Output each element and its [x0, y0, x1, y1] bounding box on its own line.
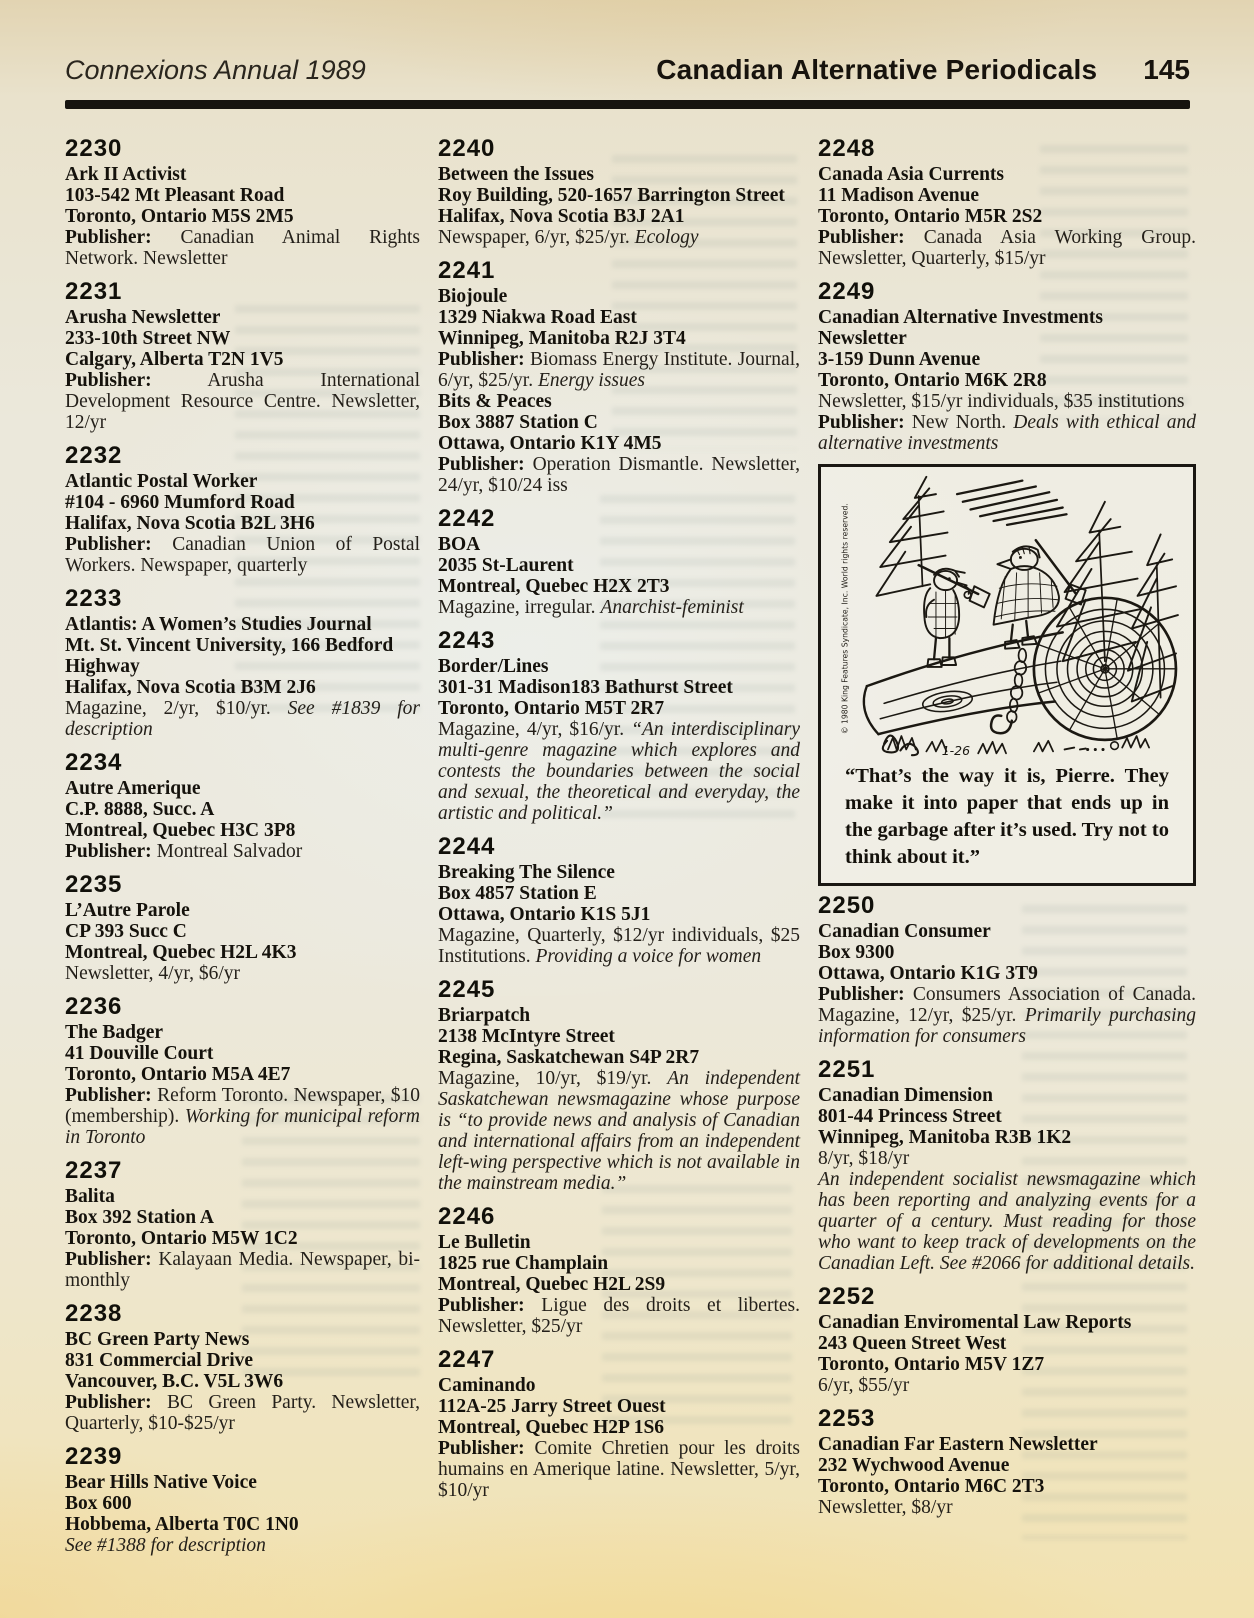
text-segment: Ligue des droits et libertes. Newsletter, $25/yr: [438, 1295, 800, 1337]
entry-heading-line: Balita: [65, 1186, 115, 1207]
entry-heading-line: 103-542 Mt Pleasant Road: [65, 185, 285, 206]
entry-detail: [438, 349, 800, 391]
entry-heading-line: Breaking The Silence: [438, 862, 615, 883]
text-segment: Providing a voice for women: [535, 946, 762, 967]
entry-heading-line: 2138 McIntyre Street: [438, 1026, 615, 1047]
entry-heading-line: Regina, Saskatchewan S4P 2R7: [438, 1047, 700, 1068]
entry-heading-line: Canadian Dimension: [818, 1085, 994, 1106]
entry-2243: [438, 628, 800, 824]
text-segment: Publisher:: [438, 454, 525, 475]
entry-heading-line: 112A-25 Jarry Street Ouest: [438, 1396, 666, 1417]
entry-number: 2234: [65, 749, 123, 776]
text-segment: Magazine, 10/yr, $19/yr.: [438, 1068, 668, 1089]
text-segment: Newsletter, 4/yr, $6/yr: [65, 963, 240, 984]
entry-heading-line: Toronto, Ontario M5S 2M5: [65, 206, 294, 227]
entry-number: 2249: [818, 278, 876, 305]
entry-2232: [65, 443, 420, 576]
text-segment: 6/yr, $55/yr: [818, 1375, 910, 1396]
entry-detail: [65, 1249, 420, 1291]
entry-2246: [438, 1204, 800, 1337]
entry-detail: [818, 1148, 1196, 1169]
entry-heading-line: Vancouver, B.C. V5L 3W6: [65, 1371, 284, 1392]
entry-detail: [818, 1497, 1196, 1518]
cartoon-date: 1-26: [941, 743, 971, 759]
entry-heading-line: 2035 St-Laurent: [438, 555, 574, 576]
entry-heading-line: Between the Issues: [438, 164, 594, 185]
text-segment: Biomass Energy Institute. Journal, 6/yr, $25/yr.: [438, 349, 800, 391]
entry-number: 2248: [818, 135, 876, 162]
entry-heading-line: Ark II Activist: [65, 164, 187, 185]
column-1: [65, 134, 420, 1556]
entry-heading-line: Canadian Consumer: [818, 921, 991, 942]
entry-heading-line: 1825 rue Champlain: [438, 1253, 609, 1274]
entry-detail: [65, 1392, 420, 1434]
entry-number: 2241: [438, 257, 496, 284]
entry-number: 2230: [65, 135, 123, 162]
entry-detail: [438, 227, 800, 248]
entry-detail: [65, 227, 420, 269]
entry-heading-line: Ottawa, Ontario K1Y 4M5: [438, 433, 662, 454]
entry-heading-line: Ottawa, Ontario K1G 3T9: [818, 963, 1038, 984]
entry-number: 2246: [438, 1203, 496, 1230]
entry-heading-line: Winnipeg, Manitoba R3B 1K2: [818, 1127, 1072, 1148]
entry-heading-line: L’Autre Parole: [65, 900, 190, 921]
entry-heading-line: Toronto, Ontario M5A 4E7: [65, 1064, 291, 1085]
entry-2251: [818, 1057, 1196, 1274]
entry-heading-line: Calgary, Alberta T2N 1V5: [65, 349, 284, 370]
entry-2240: [438, 136, 800, 248]
entry-2231: [65, 279, 420, 433]
text-segment: Magazine, irregular.: [438, 597, 601, 618]
entry-unnumbered: [438, 391, 800, 496]
directory-columns: [65, 134, 1196, 1556]
text-segment: Canadian Animal Rights Network. Newsletter: [65, 227, 420, 269]
entry-heading-line: Canadian Enviromental Law Reports: [818, 1312, 1132, 1333]
text-segment: Publisher:: [818, 227, 905, 248]
entry-heading-line: Halifax, Nova Scotia B3M 2J6: [65, 677, 316, 698]
entry-heading-line: Montreal, Quebec H2L 4K3: [65, 942, 297, 963]
entry-number: 2253: [818, 1405, 876, 1432]
entry-heading-line: BC Green Party News: [65, 1329, 250, 1350]
text-segment: Operation Dismantle. Newsletter, 24/yr, $10/24 iss: [438, 454, 800, 496]
header-rule: [65, 100, 1190, 109]
entry-detail: [438, 454, 800, 496]
entry-number: 2251: [818, 1056, 876, 1083]
entry-heading-line: 301-31 Madison183 Bathurst Street: [438, 677, 733, 698]
entry-heading-line: Briarpatch: [438, 1005, 531, 1026]
entry-heading-line: CP 393 Succ C: [65, 921, 187, 942]
entry-detail: [818, 391, 1196, 412]
entry-heading-line: Roy Building, 520-1657 Barrington Street: [438, 185, 785, 206]
entry-detail: [818, 1375, 1196, 1396]
text-segment: Newsletter, $15/yr individuals, $35 institutions: [818, 391, 1185, 412]
column-3: [818, 134, 1196, 1556]
entry-heading-line: Bits & Peaces: [438, 391, 552, 412]
log-bottom-edge: [878, 701, 1055, 734]
column-2: [438, 134, 800, 1556]
entry-number: 2247: [438, 1346, 496, 1373]
entry-2239: [65, 1444, 420, 1556]
entry-heading-line: Toronto, Ontario M5T 2R7: [438, 698, 665, 719]
entry-heading-line: Toronto, Ontario M6K 2R8: [818, 370, 1047, 391]
entry-heading-line: The Badger: [65, 1022, 164, 1043]
text-segment: Ecology: [634, 227, 699, 248]
entry-2249: [818, 279, 1196, 454]
entry-number: 2238: [65, 1300, 123, 1327]
column-3-upper: [818, 136, 1196, 454]
entry-detail: [818, 412, 1196, 454]
text-segment: Consumers Association of Canada. Magazine, 12/yr, $25/yr.: [818, 984, 1196, 1026]
text-segment: Publisher:: [818, 984, 905, 1005]
text-segment: Publisher:: [65, 1392, 152, 1413]
text-segment: See #1839 for description: [65, 698, 420, 740]
text-segment: See #1388 for description: [65, 1535, 266, 1556]
entry-heading-line: Box 3887 Station C: [438, 412, 598, 433]
entry-heading-line: 233-10th Street NW: [65, 328, 231, 349]
text-segment: Publisher:: [65, 841, 152, 862]
text-segment: Magazine, 2/yr, $10/yr.: [65, 698, 288, 719]
entry-heading-line: Montreal, Quebec H2X 2T3: [438, 576, 670, 597]
text-segment: Publisher:: [818, 412, 905, 433]
text-segment: Anarchist-feminist: [600, 597, 744, 618]
entry-number: 2231: [65, 278, 123, 305]
entry-heading-line: Ottawa, Ontario K1S 5J1: [438, 904, 651, 925]
entry-number: 2233: [65, 585, 123, 612]
header-right: [656, 54, 1190, 86]
text-segment: Magazine, 4/yr, $16/yr.: [438, 719, 632, 740]
entry-heading-line: 1329 Niakwa Road East: [438, 307, 637, 328]
entry-heading-line: Toronto, Ontario M5W 1C2: [65, 1228, 298, 1249]
entry-detail: [65, 370, 420, 433]
text-segment: Newspaper, 6/yr, $25/yr.: [438, 227, 635, 248]
text-segment: Energy issues: [537, 370, 646, 391]
text-segment: An independent Saskatchewan newsmagazine whose purpose is “to provide news and analysis of Canadian and international affairs from an independent left-wing perspective which is not available in the mainstream media.”: [438, 1068, 800, 1194]
entry-heading-line: Canadian Far Eastern Newsletter: [818, 1434, 1098, 1455]
text-segment: Publisher:: [65, 370, 152, 391]
cartoon-copyright: © 1980 King Features Syndicate, Inc. World rights reserved.: [840, 503, 850, 735]
entry-heading-line: Le Bulletin: [438, 1232, 531, 1253]
entry-2238: [65, 1301, 420, 1434]
entry-heading-line: 232 Wychwood Avenue: [818, 1455, 1010, 1476]
page-number: 145: [1143, 54, 1190, 85]
entry-heading-line: Halifax, Nova Scotia B2L 3H6: [65, 513, 315, 534]
entry-heading-line: BOA: [438, 534, 481, 555]
entry-detail: [438, 925, 800, 967]
entry-detail: [438, 597, 800, 618]
entry-2236: [65, 994, 420, 1148]
entry-detail: [438, 1068, 800, 1194]
entry-heading-line: Box 4857 Station E: [438, 883, 597, 904]
text-segment: Deals with ethical and alternative investments: [818, 412, 1196, 454]
entry-heading-line: Toronto, Ontario M5R 2S2: [818, 206, 1043, 227]
entry-heading-line: Halifax, Nova Scotia B3J 2A1: [438, 206, 685, 227]
entry-heading-line: Atlantis: A Women’s Studies Journal: [65, 614, 372, 635]
entry-heading-line: 11 Madison Avenue: [818, 185, 980, 206]
entry-heading-line: 801-44 Princess Street: [818, 1106, 1002, 1127]
entry-heading-line: Toronto, Ontario M6C 2T3: [818, 1476, 1045, 1497]
entry-2250: [818, 893, 1196, 1047]
entry-heading-line: Autre Amerique: [65, 778, 201, 799]
column-3-lower: [818, 893, 1196, 1518]
text-segment: Publisher:: [65, 1249, 152, 1270]
sky-hatching: [957, 481, 1066, 525]
entry-detail: [65, 963, 420, 984]
entry-heading-line: 831 Commercial Drive: [65, 1350, 254, 1371]
text-segment: Publisher:: [65, 1085, 152, 1106]
entry-heading-line: 3-159 Dunn Avenue: [818, 349, 981, 370]
text-segment: Montreal Salvador: [151, 841, 303, 862]
text-segment: Publisher:: [438, 349, 525, 370]
entry-2252: [818, 1284, 1196, 1396]
book-title: Connexions Annual 1989: [65, 55, 366, 85]
cartoon-drawing: [825, 473, 1189, 761]
entry-2234: [65, 750, 420, 862]
text-segment: “An interdisciplinary multi-genre magazine which explores and contests the boundaries between the social and sexual, the theoretical and everyday, the artistic and political.”: [438, 719, 800, 824]
entry-2230: [65, 136, 420, 269]
entry-number: 2244: [438, 833, 496, 860]
text-segment: Canadian Union of Postal Workers. Newspaper, quarterly: [65, 534, 420, 576]
text-segment: Reform Toronto. Newspaper, $10 (membership).: [65, 1085, 420, 1127]
entry-heading-line: Montreal, Quebec H3C 3P8: [65, 820, 296, 841]
entry-number: 2232: [65, 442, 123, 469]
entry-heading-line: Mt. St. Vincent University, 166 Bedford Highway: [65, 635, 394, 677]
entry-2237: [65, 1158, 420, 1291]
entry-detail: [438, 1295, 800, 1337]
entry-detail: [438, 1438, 800, 1501]
entry-2253: [818, 1406, 1196, 1518]
entry-heading-line: Hobbema, Alberta T0C 1N0: [65, 1514, 299, 1535]
entry-heading-line: Biojoule: [438, 286, 508, 307]
entry-heading-line: 41 Douville Court: [65, 1043, 214, 1064]
entry-heading-line: Caminando: [438, 1375, 536, 1396]
entry-detail: [818, 1169, 1196, 1274]
entry-detail: [65, 534, 420, 576]
entry-2235: [65, 872, 420, 984]
text-segment: BC Green Party. Newsletter, Quarterly, $10-$25/yr: [65, 1392, 420, 1434]
entry-2247: [438, 1347, 800, 1501]
text-segment: Arusha International Development Resource Centre. Newsletter, 12/yr: [65, 370, 420, 433]
entry-heading-line: Atlantic Postal Worker: [65, 471, 258, 492]
entry-number: 2243: [438, 627, 496, 654]
entry-detail: [818, 984, 1196, 1047]
entry-number: 2239: [65, 1443, 123, 1470]
entry-heading-line: Box 392 Station A: [65, 1207, 214, 1228]
entry-heading-line: Border/Lines: [438, 656, 549, 677]
entry-detail: [65, 1085, 420, 1148]
entry-detail: [818, 227, 1196, 269]
entry-heading-line: Box 600: [65, 1493, 132, 1514]
page-header: [65, 54, 1190, 86]
text-segment: Kalayaan Media. Newspaper, bi-monthly: [65, 1249, 420, 1291]
entry-heading-line: Arusha Newsletter: [65, 307, 221, 328]
entry-number: 2252: [818, 1283, 876, 1310]
entry-number: 2240: [438, 135, 496, 162]
text-segment: Newsletter, $8/yr: [818, 1497, 953, 1518]
entry-number: 2237: [65, 1157, 123, 1184]
text-segment: 8/yr, $18/yr: [818, 1148, 910, 1169]
entry-detail: [65, 841, 420, 862]
text-segment: Working for municipal reform in Toronto: [65, 1106, 420, 1148]
entry-heading-line: Canada Asia Currents: [818, 164, 1005, 185]
editorial-cartoon: [818, 464, 1196, 886]
text-segment: Publisher:: [65, 227, 152, 248]
lumberjack-right: [994, 540, 1086, 648]
entry-heading-line: Montreal, Quebec H2L 2S9: [438, 1274, 666, 1295]
entry-heading-line: Toronto, Ontario M5V 1Z7: [818, 1354, 1045, 1375]
text-segment: Primarily purchasing information for consumers: [818, 1005, 1197, 1047]
entry-detail: [65, 1535, 420, 1556]
text-segment: New North.: [904, 412, 1014, 433]
text-segment: Publisher:: [438, 1295, 525, 1316]
entry-2245: [438, 977, 800, 1194]
entry-heading-line: Box 9300: [818, 942, 895, 963]
entry-heading-line: Canadian Alternative Investments Newsletter: [818, 307, 1103, 349]
entry-2241: [438, 258, 800, 391]
entry-2233: [65, 586, 420, 740]
entry-heading-line: Montreal, Quebec H2P 1S6: [438, 1417, 665, 1438]
entry-number: 2235: [65, 871, 123, 898]
text-segment: An independent socialist newsmagazine which has been reporting and analyzing events for a quarter of a century. Must reading for those who want to keep track of developments on the Canadian Left. See #2066 for additional details.: [818, 1169, 1196, 1274]
entry-detail: [65, 698, 420, 740]
text-segment: Magazine, Quarterly, $12/yr individuals, $25 Institutions.: [438, 925, 800, 967]
entry-number: 2236: [65, 993, 123, 1020]
text-segment: Publisher:: [438, 1438, 525, 1459]
cartoon-caption: “That’s the way it is, Pierre. They make it into paper that ends up in the garbage after it’s used. Try not to think about it.”: [845, 765, 1169, 868]
entry-heading-line: C.P. 8888, Succ. A: [65, 799, 215, 820]
entry-2242: [438, 506, 800, 618]
entry-heading-line: Bear Hills Native Voice: [65, 1472, 257, 1493]
entry-detail: [438, 719, 800, 824]
text-segment: Publisher:: [65, 534, 152, 555]
entry-number: 2242: [438, 505, 496, 532]
entry-2244: [438, 834, 800, 967]
text-segment: Canada Asia Working Group. Newsletter, Quarterly, $15/yr: [818, 227, 1196, 269]
entry-heading-line: Winnipeg, Manitoba R2J 3T4: [438, 328, 686, 349]
text-segment: Comite Chretien pour les droits humains en Amerique latine. Newsletter, 5/yr, $10/yr: [438, 1438, 800, 1501]
entry-heading-line: 243 Queen Street West: [818, 1333, 1007, 1354]
section-title: Canadian Alternative Periodicals: [656, 54, 1098, 85]
entry-number: 2250: [818, 892, 876, 919]
entry-number: 2245: [438, 976, 496, 1003]
entry-2248: [818, 136, 1196, 269]
pine-tree-left: [876, 477, 947, 596]
entry-heading-line: #104 - 6960 Mumford Road: [65, 492, 295, 513]
